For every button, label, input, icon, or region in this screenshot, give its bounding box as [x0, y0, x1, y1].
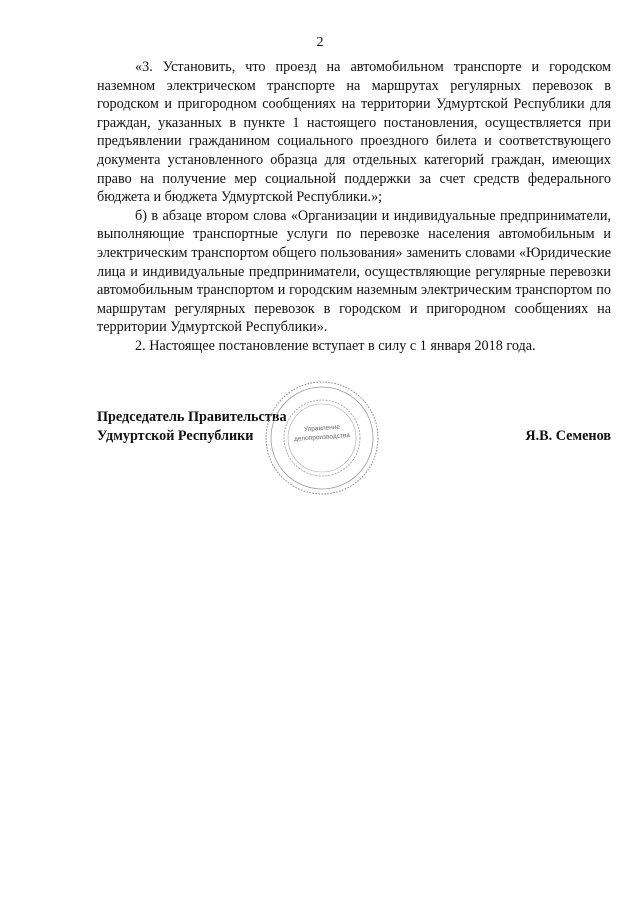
- signatory-title-line-2: Удмуртской Республики: [97, 427, 254, 444]
- signatory-name: Я.В. Семенов: [525, 427, 611, 444]
- document-body: [97, 58, 611, 356]
- official-seal-stamp: [262, 378, 382, 498]
- stamp-text-line-2: делопроизводства: [293, 432, 351, 443]
- page-number: 2: [316, 35, 324, 50]
- signatory-title-line-1: Председатель Правительства: [97, 409, 287, 425]
- paragraph-subpoint-b: б) в абзаце втором слова «Организации и индивидуальные предприниматели, выполняющие транспортные услуги по перевозке населения автомобильным и электрическим транспортом общего пользования» заменить словами «Юридические лица и индивидуальные предприниматели, осуществляющие регулярные перевозки автомобильным транспортом и городским наземным электрическим транспортом по маршрутам регулярных перевозок в городском и пригородном сообщениях на территории Удмуртской Республики».: [97, 207, 611, 336]
- stamp-text-line-1: Управление: [303, 423, 341, 434]
- signatory-title: [97, 408, 287, 445]
- paragraph-point-3: «3. Установить, что проезд на автомобильном транспорте и городском наземном электрическом транспорте на маршрутах регулярных перевозок в городском и пригородном сообщениях на территории Удмуртской Республики для граждан, указанных в пункте 1 настоящего постановления, осуществляется при предъявлении гражданином социального проездного билета и соответствующего документа установленного образца для отдельных категорий граждан, имеющих право на получение мер социальной поддержки за счет средств федерального бюджета и бюджета Удмуртской Республики.»;: [97, 59, 611, 206]
- paragraph-effective-date: 2. Настоящее постановление вступает в силу с 1 января 2018 года.: [135, 337, 536, 354]
